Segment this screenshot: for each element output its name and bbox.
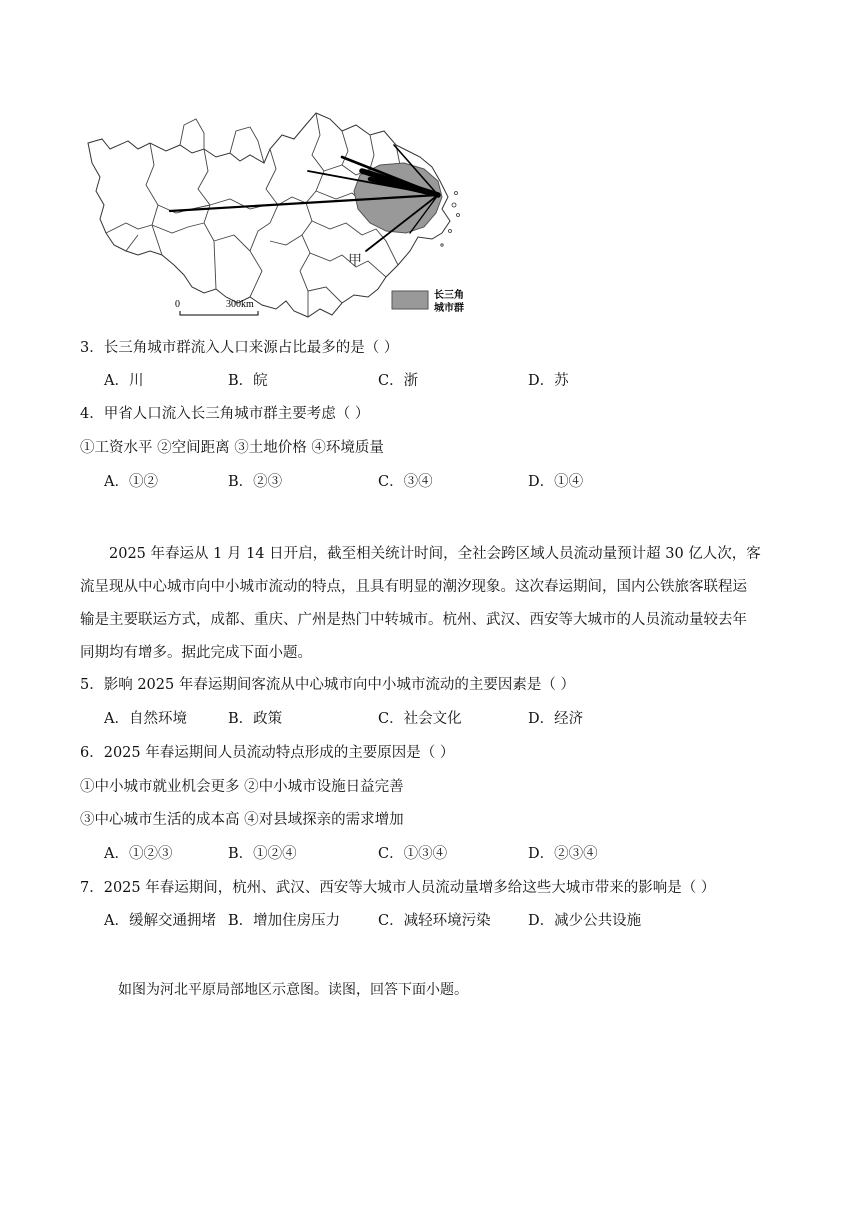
next-section-intro: 如图为河北平原局部地区示意图。读图，回答下面小题。 bbox=[118, 982, 468, 998]
legend-line2: 城市群 bbox=[434, 303, 464, 314]
q5-option-c[interactable]: C．社会文化 bbox=[378, 711, 462, 727]
legend-line1: 长三角 bbox=[434, 290, 464, 301]
q4-option-b[interactable]: B．②③ bbox=[228, 474, 283, 490]
passage-line-1: 2025 年春运从 1 月 14 日开启，截至相关统计时间，全社会跨区域人员流动量预计超 30 亿人次，客 bbox=[109, 546, 761, 562]
q7-option-b[interactable]: B．增加住房压力 bbox=[228, 913, 341, 929]
q5-option-b[interactable]: B．政策 bbox=[228, 711, 283, 727]
label-jia: 甲 bbox=[348, 253, 362, 269]
passage-line-4: 同期均有增多。据此完成下面小题。 bbox=[80, 645, 312, 661]
q6-items-2: ③中心城市生活的成本高 ④对县域探亲的需求增加 bbox=[80, 812, 404, 828]
passage-line-2: 流呈现从中心城市向中小城市流动的特点，且具有明显的潮汐现象。这次春运期间，国内公铁旅客联程运 bbox=[80, 579, 747, 595]
q4-option-d[interactable]: D．①④ bbox=[528, 474, 584, 490]
q6-option-d[interactable]: D．②③④ bbox=[528, 846, 598, 862]
scale-zero: 0 bbox=[175, 299, 180, 310]
q3-option-b[interactable]: B．皖 bbox=[228, 373, 268, 389]
q7-option-a[interactable]: A．缓解交通拥堵 bbox=[104, 913, 216, 929]
q7-option-c[interactable]: C．减轻环境污染 bbox=[378, 913, 491, 929]
q4-option-c[interactable]: C．③④ bbox=[378, 474, 433, 490]
scale-bar bbox=[180, 311, 258, 315]
coastal-islands bbox=[441, 192, 460, 247]
passage-line-3: 输是主要联运方式，成都、重庆、广州是热门中转城市。杭州、武汉、西安等大城市的人员流动量较去年 bbox=[80, 612, 747, 628]
q6-option-b[interactable]: B．①②④ bbox=[228, 846, 297, 862]
q6-option-c[interactable]: C．①③④ bbox=[378, 846, 448, 862]
yangtze-delta-migration-map bbox=[80, 105, 480, 323]
q6-stem: 6．2025 年春运期间人员流动特点形成的主要原因是（ ） bbox=[80, 745, 455, 761]
q3-option-c[interactable]: C．浙 bbox=[378, 373, 419, 389]
q7-stem: 7．2025 年春运期间，杭州、武汉、西安等大城市人员流动量增多给这些大城市带来的影响是（ ） bbox=[80, 880, 716, 896]
legend-swatch bbox=[392, 291, 428, 309]
q4-stem: 4．甲省人口流入长三角城市群主要考虑（ ） bbox=[80, 406, 370, 422]
q5-option-d[interactable]: D．经济 bbox=[528, 711, 584, 727]
q3-option-d[interactable]: D．苏 bbox=[528, 373, 569, 389]
q3-stem: 3．长三角城市群流入人口来源占比最多的是（ ） bbox=[80, 340, 399, 356]
scale-distance: 300km bbox=[226, 299, 254, 310]
q5-option-a[interactable]: A．自然环境 bbox=[104, 711, 187, 727]
passage bbox=[80, 538, 780, 670]
migration-flow-lines bbox=[170, 145, 438, 251]
q3-option-a[interactable]: A．川 bbox=[104, 373, 144, 389]
q6-items-1: ①中小城市就业机会更多 ②中小城市设施日益完善 bbox=[80, 779, 404, 795]
q4-option-a[interactable]: A．①② bbox=[104, 474, 158, 490]
q4-items: ①工资水平 ②空间距离 ③土地价格 ④环境质量 bbox=[80, 440, 384, 456]
q6-option-a[interactable]: A．①②③ bbox=[104, 846, 173, 862]
q5-stem: 5．影响 2025 年春运期间客流从中心城市向中小城市流动的主要因素是（ ） bbox=[80, 677, 575, 693]
q7-option-d[interactable]: D．减少公共设施 bbox=[528, 913, 642, 929]
